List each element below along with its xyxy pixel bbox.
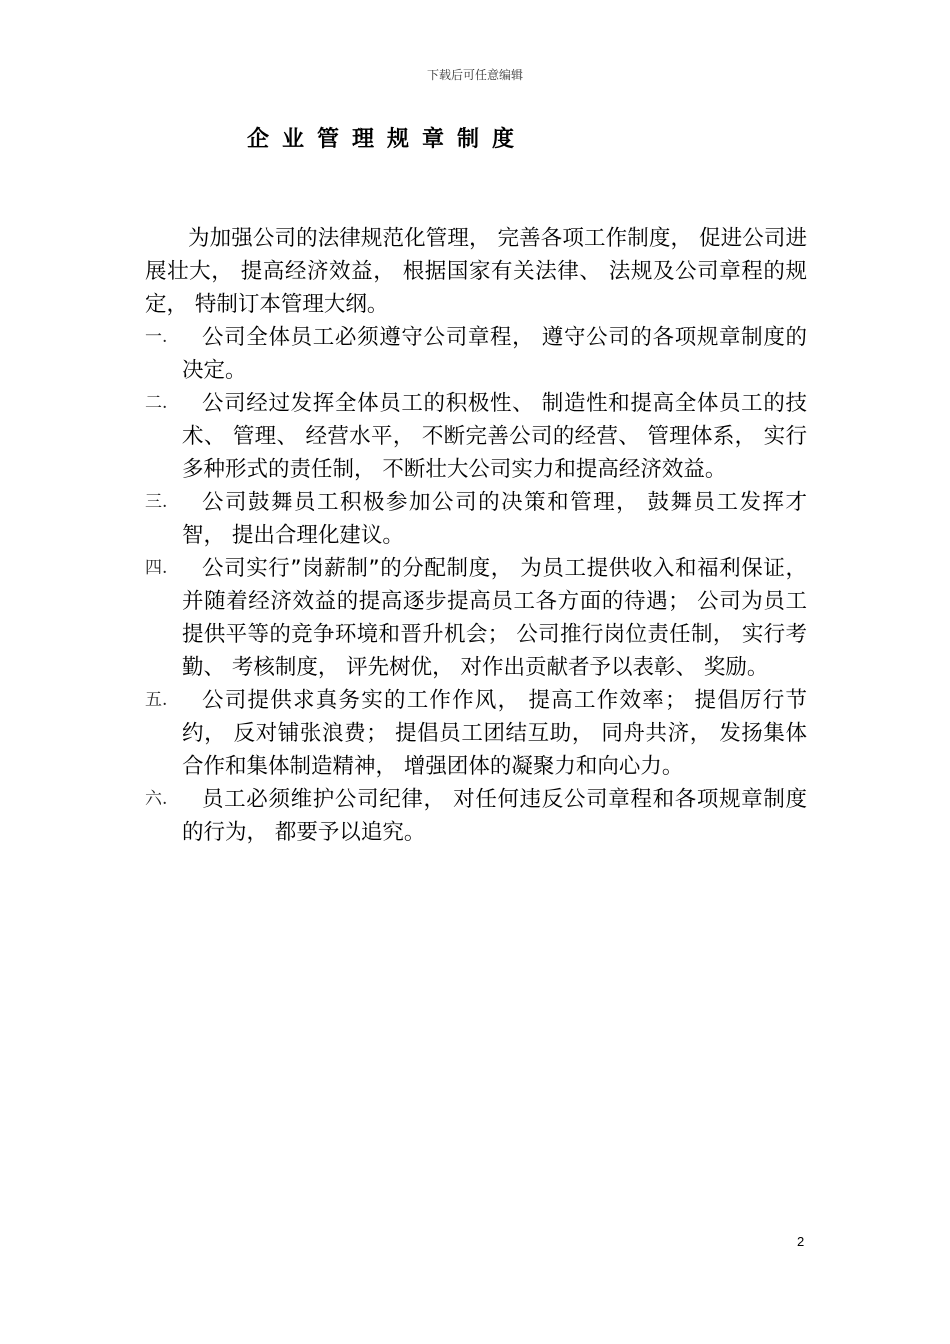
clause-item [145, 684, 807, 783]
clause-text: 员工必须维护公司纪律， 对任何违反公司章程和各项规章制度的行为， 都要予以追究。 [182, 787, 807, 845]
page-header-note: 下载后可任意编辑 [426, 68, 523, 82]
clause-item [145, 387, 807, 486]
clause-number: 三. [145, 492, 168, 512]
clause-text: 公司全体员工必须遵守公司章程， 遵守公司的各项规章制度的决定。 [182, 325, 807, 383]
clause-number: 四. [145, 558, 168, 578]
clause-item [145, 486, 807, 552]
clause-item [145, 783, 807, 849]
clause-text: 公司鼓舞员工积极参加公司的决策和管理， 鼓舞员工发挥才智， 提出合理化建议。 [182, 490, 807, 548]
clause-number: 五. [145, 690, 168, 710]
document-body [145, 222, 807, 849]
clause-text: 公司经过发挥全体员工的积极性、 制造性和提高全体员工的技术、 管理、 经营水平， 不断完善公司的经营、 管理体系， 实行多种形式的责任制， 不断壮大公司实力和提高经济效益。 [182, 391, 807, 482]
page-number: 2 [797, 1234, 805, 1249]
clause-number: 二. [145, 393, 168, 413]
clause-text: 公司提供求真务实的工作作风， 提高工作效率； 提倡厉行节约， 反对铺张浪费； 提倡员工团结互助， 同舟共济， 发扬集体合作和集体制造精神， 增强团体的凝聚力和向心力。 [182, 688, 807, 779]
clause-text: 公司实行”岗薪制”的分配制度， 为员工提供收入和福利保证， 并随着经济效益的提高逐步提高员工各方面的待遇； 公司为员工提供平等的竞争环境和晋升机会； 公司推行岗位责任制， 实行考勤、 考核制度， 评先树优， 对作出贡献者予以表彰、 奖励。 [182, 556, 807, 680]
intro-paragraph: 为加强公司的法律规范化管理， 完善各项工作制度， 促进公司进展壮大， 提高经济效益， 根据国家有关法律、 法规及公司章程的规定， 特制订本管理大纲。 [145, 226, 807, 317]
clause-number: 六. [145, 789, 168, 809]
clause-item [145, 321, 807, 387]
clause-item [145, 552, 807, 684]
clause-number: 一. [145, 327, 168, 347]
document-title: 企业管理规章制度 [247, 127, 528, 152]
